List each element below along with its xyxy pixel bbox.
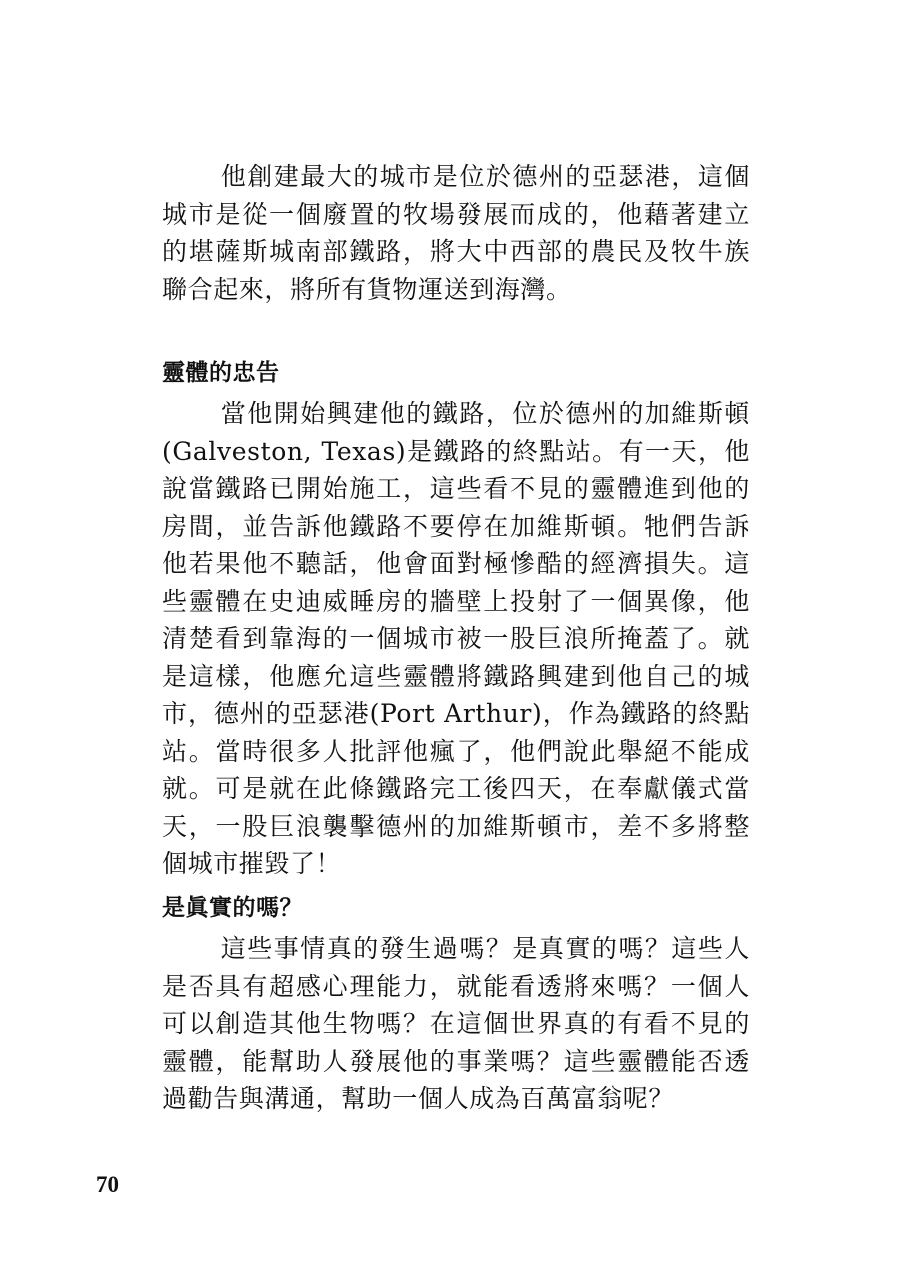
paragraph-questions: 這些事情真的發生過嗎？是真實的嗎？這些人是否具有超感心理能力，就能看透將來嗎？一個人可以創造其他生物嗎？在這個世界真的有看不見的靈體，能幫助人發展他的事業嗎？這些靈體能否透過勸告與溝通，幫助一個人成為百萬富翁呢？ (162, 934, 750, 1113)
paragraph-railway: 當他開始興建他的鐵路，位於德州的加維斯頓(Galveston, Texas)是鐵路的終點站。有一天，他說當鐵路已開始施工，這些看不見的靈體進到他的房間，並告訴他鐵路不要停在加維斯頓。牠們告訴他若果他不聽話，他會面對極慘酷的經濟損失。這些靈體在史迪威睡房的牆壁上投射了一個異像，他清楚看到靠海的一個城市被一股巨浪所掩蓋了。就是這樣，他應允這些靈體將鐵路興建到他自己的城市，德州的亞瑟港(Port Arthur)，作為鐵路的終點站。當時很多人批評他瘋了，他們說此舉絕不能成就。可是就在此條鐵路完工後四天，在奉獻儀式當天，一股巨浪襲擊德州的加維斯頓市，差不多將整個城市摧毀了！ (162, 399, 750, 878)
section-heading-spirit-advice: 靈體的忠告 (162, 360, 280, 386)
text-column (162, 930, 750, 1118)
section-heading-is-it-real: 是眞實的嗎？ (162, 895, 303, 921)
section-heading-is-it-real-wrap (162, 893, 750, 923)
paragraph-city: 他創建最大的城市是位於德州的亞瑟港，這個城市是從一個廢置的牧場發展而成的，他藉著建立的堪薩斯城南部鐵路，將大中西部的農民及牧牛族聯合起來，將所有貨物運送到海灣。 (162, 162, 750, 304)
text-column (162, 395, 750, 883)
text-column (162, 158, 750, 308)
section-heading-spirit-advice-wrap (162, 358, 750, 388)
page-number: 70 (96, 1172, 119, 1197)
